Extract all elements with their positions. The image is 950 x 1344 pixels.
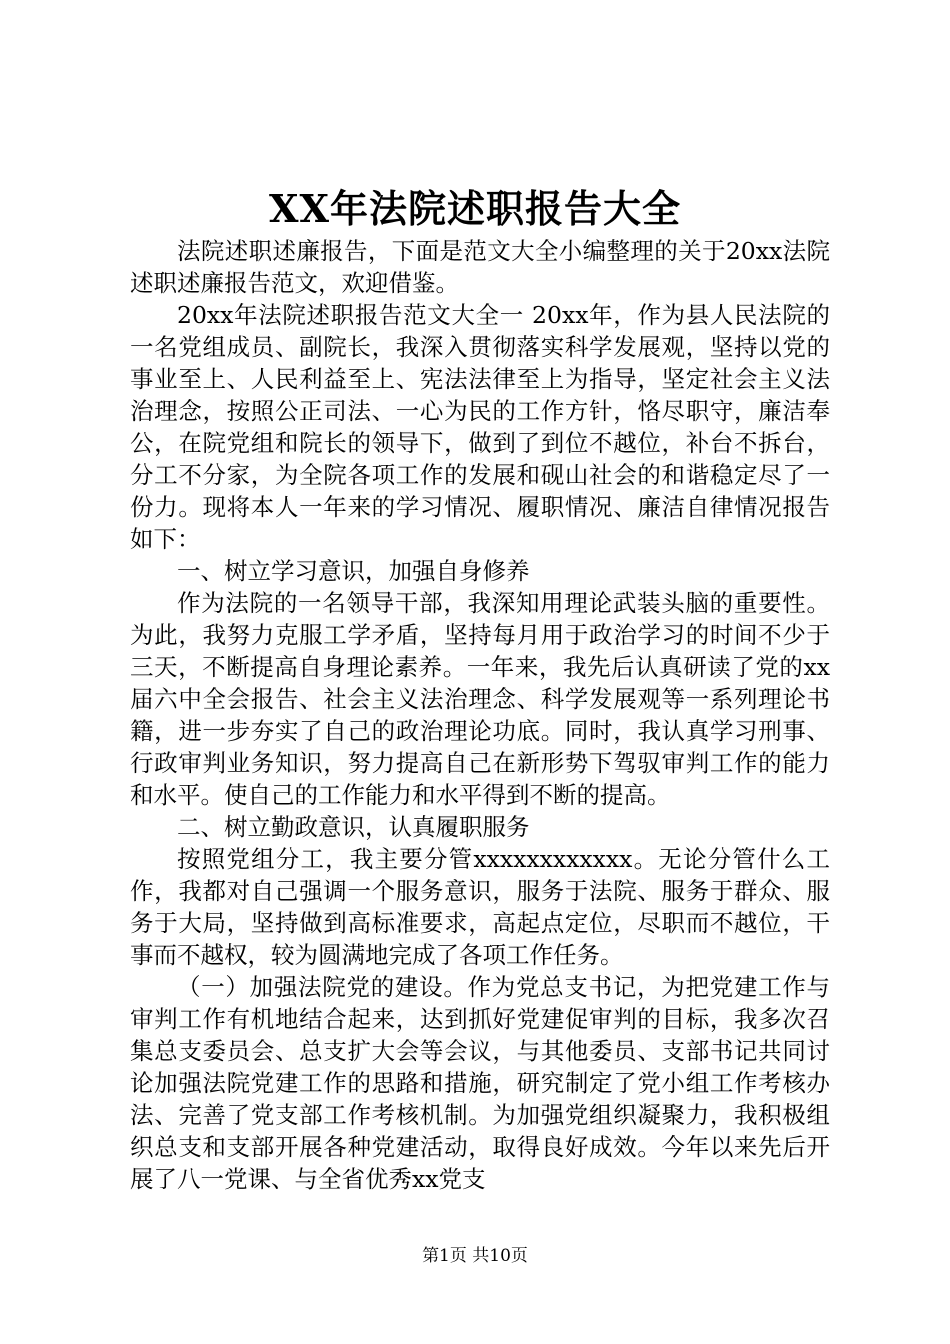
page-number: 第1页 共10页: [422, 1246, 528, 1266]
paragraph-study: 作为法院的一名领导干部，我深知用理论武装头脑的重要性。为此，我努力克服工学矛盾，坚持每月用于政治学习的时间不少于三天，不断提高自身理论素养。一年来，我先后认真研读了党的xx届六中全会报告、社会主义法治理念、科学发展观等一系列理论书籍，进一步夯实了自己的政治理论功底。同时，我认真学习刑事、行政审判业务知识，努力提高自己在新形势下驾驭审判工作的能力和水平。使自己的工作能力和水平得到不断的提高。: [130, 589, 830, 809]
paragraph-party-building: （一）加强法院党的建设。作为党总支书记，为把党建工作与审判工作有机地结合起来，达到抓好党建促审判的目标，我多次召集总支委员会、总支扩大会等会议，与其他委员、支部书记共同讨论加强法院党建工作的思路和措施，研究制定了党小组工作考核办法、完善了党支部工作考核机制。为加强党组织凝聚力，我积极组织总支和支部开展各种党建活动，取得良好成效。今年以来先后开展了八一党课、与全省优秀xx党支: [130, 973, 830, 1193]
section-heading-2: 二、树立勤政意识，认真履职服务: [177, 813, 530, 841]
document-body: [130, 235, 830, 1195]
document-title: XX年法院述职报告大全: [269, 186, 681, 231]
section-heading-1: 一、树立学习意识，加强自身修养: [177, 557, 530, 585]
paragraph-intro: 法院述职述廉报告，下面是范文大全小编整理的关于20xx法院述职述廉报告范文，欢迎借鉴。: [130, 237, 830, 297]
paragraph-duties: 按照党组分工，我主要分管xxxxxxxxxxxx。无论分管什么工作，我都对自己强调一个服务意识，服务于法院、服务于群众、服务于大局，坚持做到高标准要求，高起点定位，尽职而不越位，干事而不越权，较为圆满地完成了各项工作任务。: [130, 845, 830, 969]
paragraph-opening: 20xx年法院述职报告范文大全一 20xx年，作为县人民法院的一名党组成员、副院长，我深入贯彻落实科学发展观，坚持以党的事业至上、人民利益至上、宪法法律至上为指导，坚定社会主义法治理念，按照公正司法、一心为民的工作方针，恪尽职守，廉洁奉公，在院党组和院长的领导下，做到了到位不越位，补台不拆台，分工不分家，为全院各项工作的发展和砚山社会的和谐稳定尽了一份力。现将本人一年来的学习情况、履职情况、廉洁自律情况报告如下：: [130, 301, 830, 553]
